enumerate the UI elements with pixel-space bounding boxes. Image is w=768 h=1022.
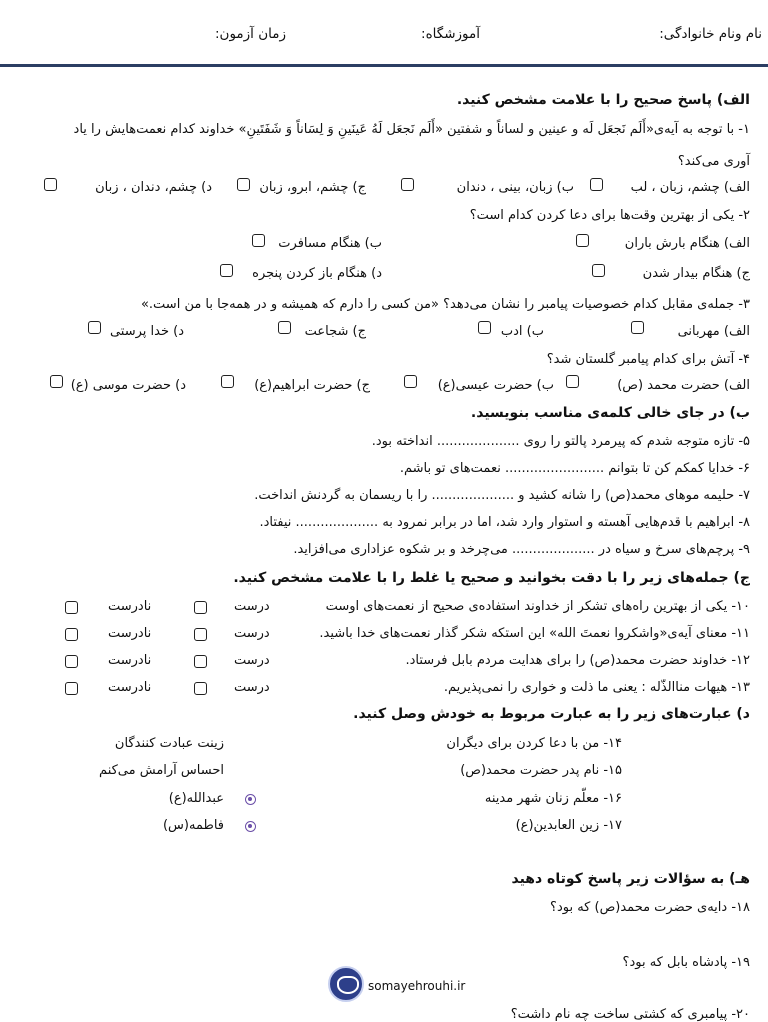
q3-option-c-checkbox[interactable] (278, 321, 291, 334)
tf12-true-checkbox[interactable] (194, 655, 207, 668)
question-1-text-cont: آوری می‌کند؟ (677, 154, 750, 169)
q1-option-d: د) چشم، دندان ، زبان (95, 180, 212, 195)
q4-option-b-checkbox[interactable] (404, 375, 417, 388)
q3-option-d-checkbox[interactable] (88, 321, 101, 334)
q3-option-b: ب) ادب (500, 324, 544, 339)
q4-option-a: الف) حضرت محمد (ص) (617, 378, 750, 393)
fill-blank-9: ۹- پرچم‌های سرخ و سیاه در .................... می‌چرخد و بر شکوه عزاداری می‌افزاید. (293, 542, 750, 557)
student-name-label: نام ونام خانوادگی: (659, 26, 762, 42)
fill-blank-8: ۸- ابراهیم با قدم‌هایی آهسته و استوار وارد شد، اما در برابر نمرود به .................... نیفتاد. (259, 515, 750, 530)
section-e-title: هـ) به سؤالات زیر پاسخ کوتاه دهید (511, 871, 750, 887)
question-3-text: ۳- جمله‌ی مقابل کدام خصوصیات پیامبر را نشان می‌دهد؟ «من کسی را دارم که همیشه و در همه‌جا با من است.» (140, 297, 750, 312)
tf13-true-checkbox[interactable] (194, 682, 207, 695)
q1-option-b: ب) زبان، بینی ، دندان (456, 180, 574, 195)
short-answer-18: ۱۸- دایه‌ی حضرت محمد(ص) که بود؟ (550, 900, 750, 915)
q3-option-b-checkbox[interactable] (478, 321, 491, 334)
section-d-title: د) عبارت‌های زیر را به عبارت مربوط به خودش وصل کنید. (353, 706, 750, 722)
tf10-false-checkbox[interactable] (65, 601, 78, 614)
tf10-true-label: درست (234, 599, 270, 614)
tf13-false-label: نادرست (108, 680, 152, 695)
tf12-false-checkbox[interactable] (65, 655, 78, 668)
q4-option-d: د) حضرت موسی (ع) (70, 378, 186, 393)
tf13-true-label: درست (234, 680, 270, 695)
short-answer-19: ۱۹- پادشاه بابل که بود؟ (622, 955, 750, 970)
watermark-logo-icon (328, 966, 364, 1002)
match-right-3: عبدالله(ع) (168, 791, 224, 806)
q3-option-d: د) خدا پرستی (109, 324, 184, 339)
fill-blank-6: ۶- خدایا کمکم کن تا بتوانم ........................ نعمت‌های تو باشم. (399, 461, 750, 476)
section-c-title: ج) جمله‌های زیر را با دقت بخوانید و صحیح یا غلط را با علامت مشخص کنید. (233, 570, 750, 586)
q3-option-a: الف) مهربانی (677, 324, 750, 339)
q3-option-a-checkbox[interactable] (631, 321, 644, 334)
q1-option-d-checkbox[interactable] (44, 178, 57, 191)
tf11-false-label: نادرست (108, 626, 152, 641)
fill-blank-5: ۵- تازه متوجه شدم که پیرمرد پالتو را روی .................... انداخته بود. (371, 434, 750, 449)
section-a-title: الف) پاسخ صحیح را با علامت مشخص کنید. (456, 92, 750, 108)
tf10-false-label: نادرست (108, 599, 152, 614)
match-left-16: ۱۶- معلّم زنان شهر مدینه (484, 791, 622, 806)
q4-option-a-checkbox[interactable] (566, 375, 579, 388)
match-left-14: ۱۴- من با دعا کردن برای دیگران (446, 736, 622, 751)
match-right-1: زینت عبادت کنندگان (114, 736, 224, 751)
true-false-13: ۱۳- هیهات منا‌الذّله : یعنی ما ذلت و خواری را نمی‌پذیریم. (443, 680, 750, 695)
q1-option-c: ج) چشم، ابرو، زبان (259, 180, 366, 195)
q4-option-c-checkbox[interactable] (221, 375, 234, 388)
tf10-true-checkbox[interactable] (194, 601, 207, 614)
website-watermark: somayehrouhi.ir (368, 979, 466, 993)
match-right-2: احساس آرامش می‌کنم (99, 763, 224, 778)
q2-option-d-checkbox[interactable] (220, 264, 233, 277)
match-right-4-bullet (245, 821, 256, 832)
match-right-4: فاطمه(س) (162, 818, 224, 833)
match-left-17: ۱۷- زین العابدین(ع) (515, 818, 622, 833)
tf12-false-label: نادرست (108, 653, 152, 668)
q2-option-b: ب) هنگام مسافرت (278, 236, 382, 251)
q2-option-b-checkbox[interactable] (252, 234, 265, 247)
q1-option-a-checkbox[interactable] (590, 178, 603, 191)
exam-time-label: زمان آزمون: (214, 26, 286, 42)
q1-option-a: الف) چشم، زبان ، لب (630, 180, 750, 195)
q2-option-c-checkbox[interactable] (592, 264, 605, 277)
tf13-false-checkbox[interactable] (65, 682, 78, 695)
tf12-true-label: درست (234, 653, 270, 668)
q2-option-c: ج) هنگام بیدار شدن (642, 266, 750, 281)
question-2-text: ۲- یکی از بهترین وقت‌ها برای دعا کردن کدام است؟ (469, 208, 750, 223)
q4-option-d-checkbox[interactable] (50, 375, 63, 388)
question-4-text: ۴- آتش برای کدام پیامبر گلستان شد؟ (546, 352, 750, 367)
section-b-title: ب) در جای خالی کلمه‌ی مناسب بنویسید. (470, 405, 750, 421)
q4-option-b: ب) حضرت عیسی(ع) (437, 378, 554, 393)
q2-option-d: د) هنگام باز کردن پنجره (252, 266, 382, 281)
short-answer-20: ۲۰- پیامبری که کشتی ساخت چه نام داشت؟ (510, 1007, 750, 1022)
tf11-true-label: درست (234, 626, 270, 641)
fill-blank-7: ۷- حلیمه موهای محمد(ص) را شانه کشید و .................... را با ریسمان به گردنش انداخت. (254, 488, 750, 503)
question-1-text: ۱- با توجه به آیه‌ی«أَلَم نَجعَل لَه و عینین و لساناً و شفتین «أَلَم نَجعَل لَهُ عَینَینِ وَ لِسَاناً وَ شَفَتَینِ» خداوند کدام نعمت‌هایش را یاد (73, 122, 750, 137)
q1-option-c-checkbox[interactable] (237, 178, 250, 191)
true-false-11: ۱۱- معنای آیه‌ی«واشکروا نعمتَ الله» این استکه شکر گذار نعمت‌های خدا باشید. (319, 626, 750, 641)
q4-option-c: ج) حضرت ابراهیم(ع) (254, 378, 370, 393)
exam-header (0, 0, 768, 67)
q1-option-b-checkbox[interactable] (401, 178, 414, 191)
match-right-3-bullet (245, 794, 256, 805)
tf11-false-checkbox[interactable] (65, 628, 78, 641)
school-label: آموزشگاه: (421, 26, 480, 42)
true-false-10: ۱۰- یکی از بهترین راه‌های تشکر از خداوند استفاده‌ی صحیح از نعمت‌های اوست (325, 599, 750, 614)
q3-option-c: ج) شجاعت (304, 324, 366, 339)
tf11-true-checkbox[interactable] (194, 628, 207, 641)
match-left-15: ۱۵- نام پدر حضرت محمد(ص) (460, 763, 622, 778)
q2-option-a-checkbox[interactable] (576, 234, 589, 247)
true-false-12: ۱۲- خداوند حضرت محمد(ص) را برای هدایت مردم بابل فرستاد. (405, 653, 750, 668)
q2-option-a: الف) هنگام بارش باران (624, 236, 750, 251)
